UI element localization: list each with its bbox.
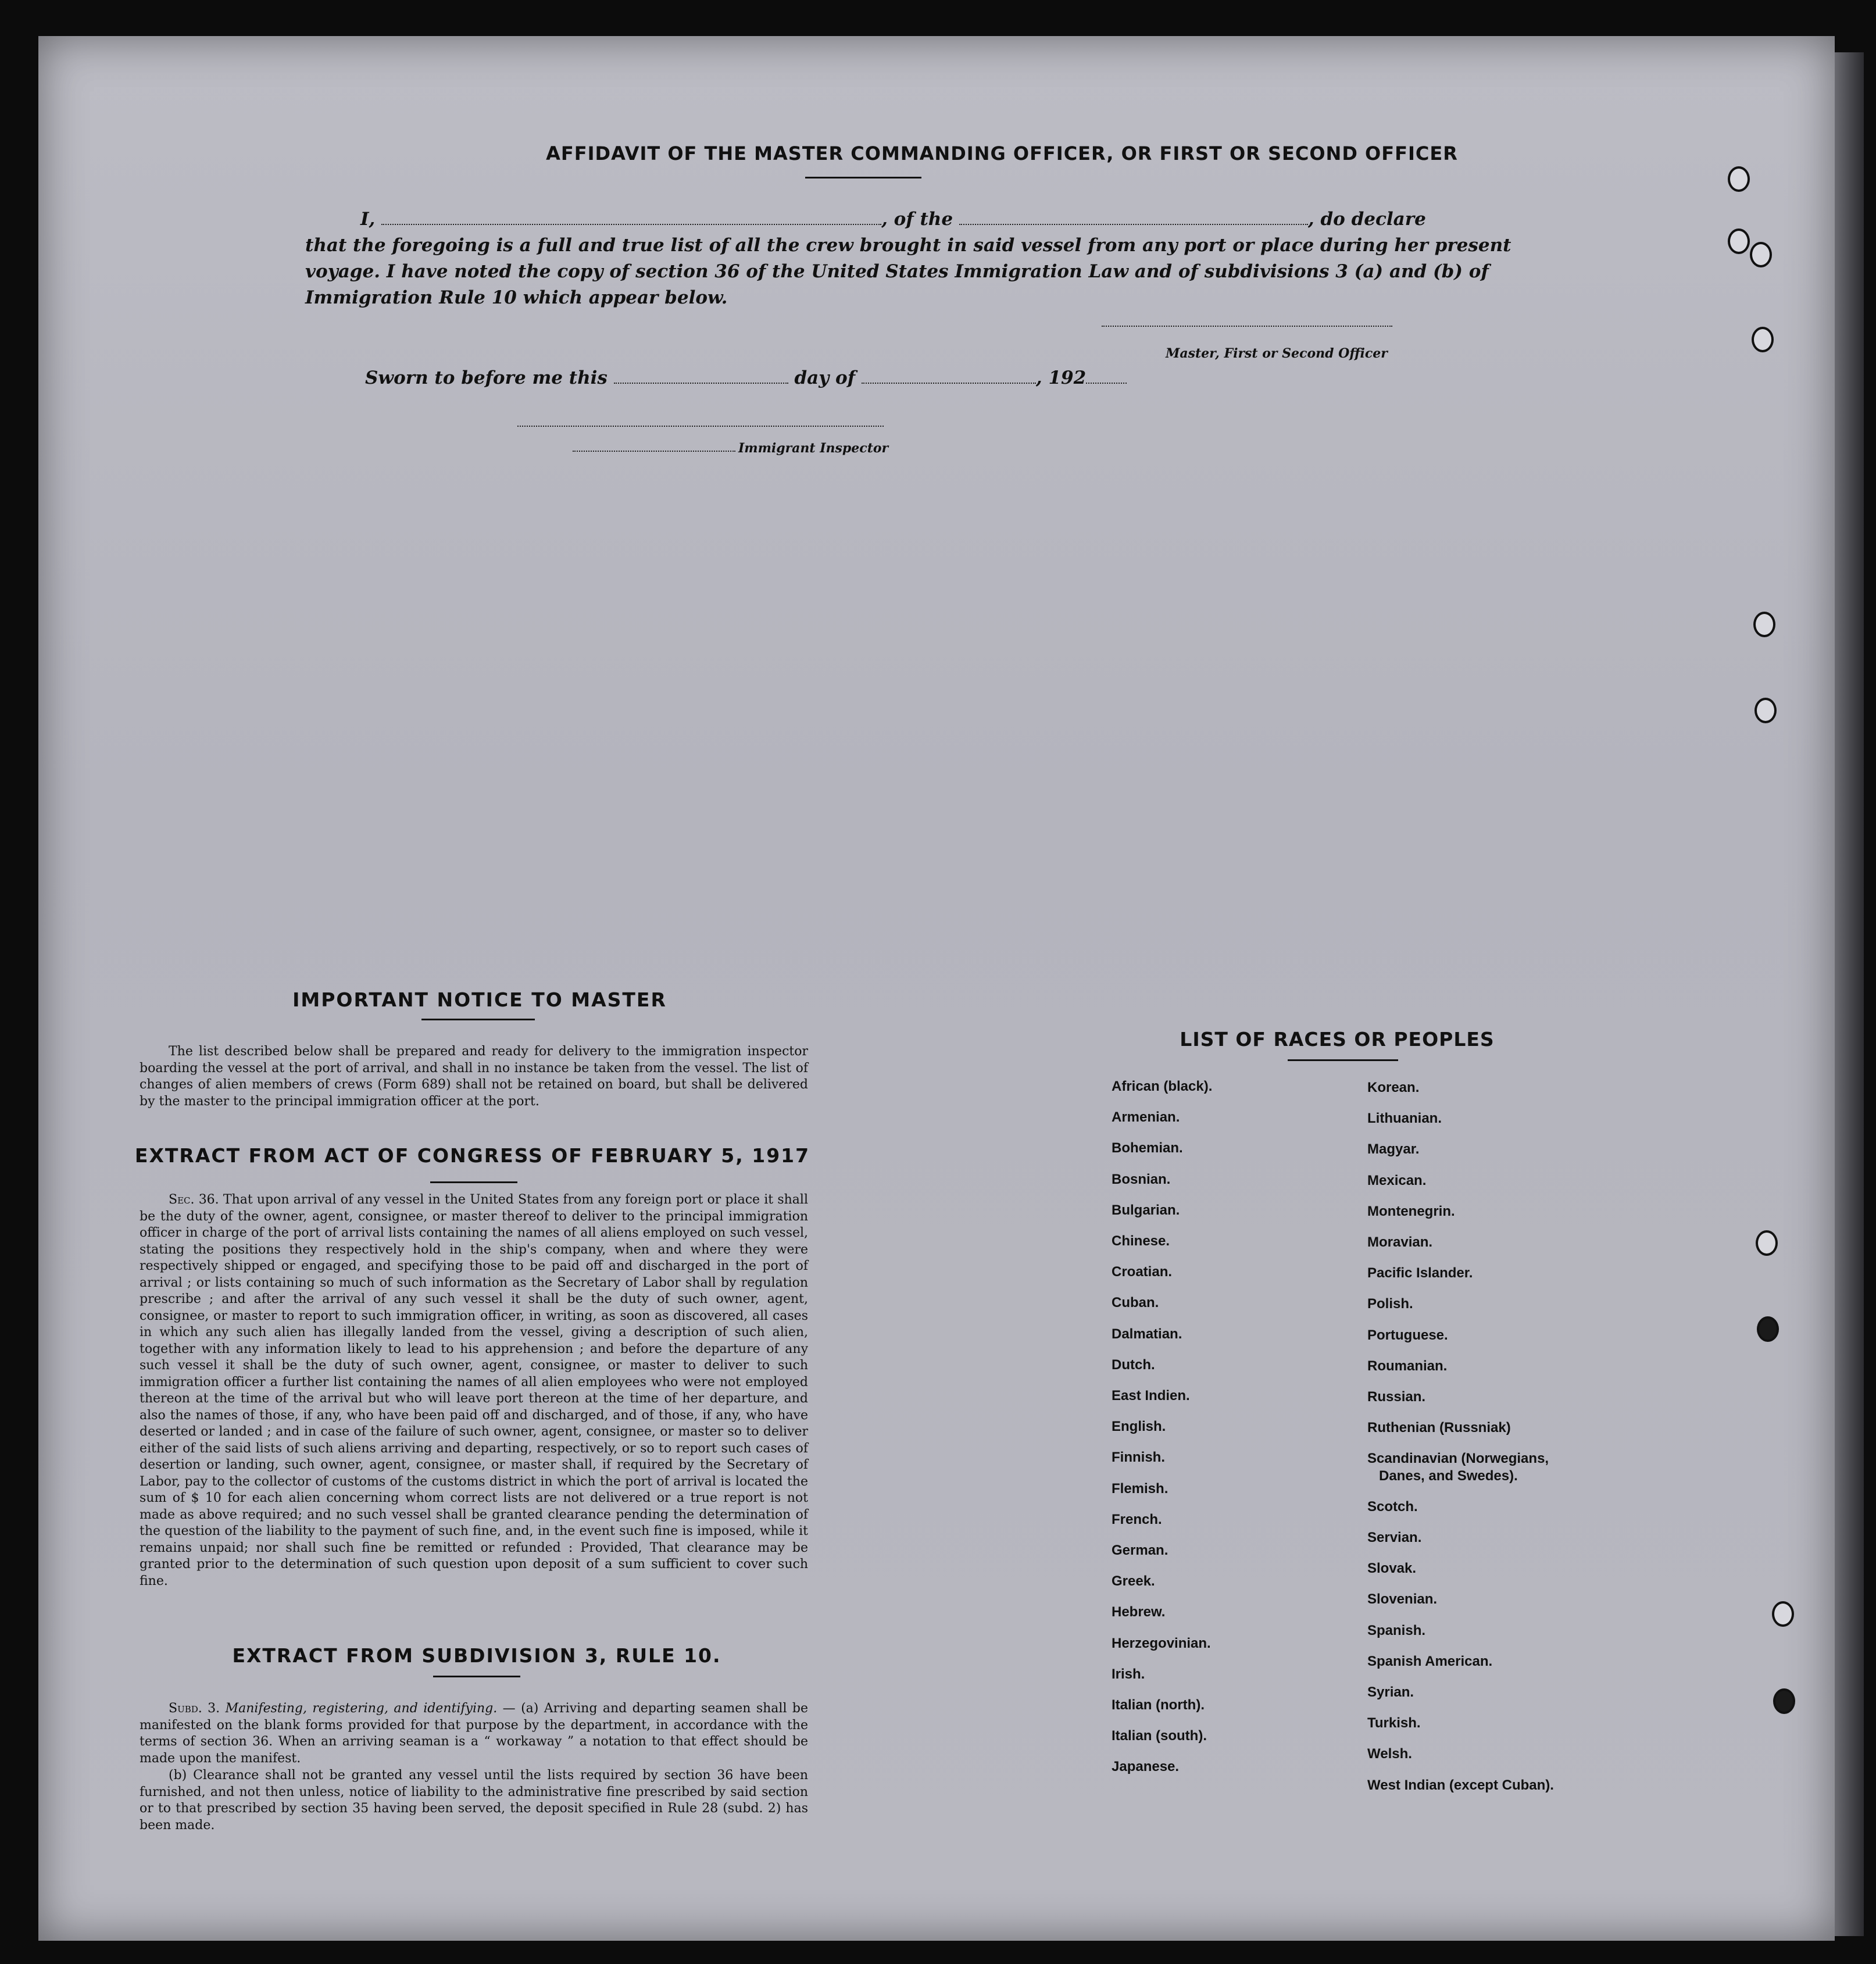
day-of-label: day of — [794, 367, 856, 388]
notice-title: IMPORTANT NOTICE TO MASTER — [292, 988, 667, 1011]
race-item: French. — [1112, 1511, 1162, 1527]
race-item: Mexican. — [1367, 1172, 1427, 1188]
race-item: Flemish. — [1112, 1480, 1169, 1497]
inspector-name-line[interactable] — [573, 451, 735, 452]
race-item: Bulgarian. — [1112, 1202, 1180, 1218]
subd-heading: Manifesting, registering, and identifying. — [225, 1701, 498, 1716]
race-item: Irish. — [1112, 1666, 1145, 1682]
affidavit-title-wrap — [0, 142, 1876, 165]
race-item: Finnish. — [1112, 1449, 1165, 1466]
master-signature-line[interactable] — [1102, 326, 1392, 327]
notice-rule — [421, 1019, 535, 1020]
race-item: Greek. — [1112, 1573, 1155, 1590]
race-item: Italian (north). — [1112, 1697, 1205, 1713]
race-item: Moravian. — [1367, 1234, 1433, 1250]
race-item: Italian (south). — [1112, 1728, 1207, 1744]
race-item: Cuban. — [1112, 1295, 1159, 1311]
race-item: Roumanian. — [1367, 1358, 1448, 1374]
decl-do-declare: , do declare — [1307, 209, 1426, 230]
rule-text-a: — (a) Arriving and departing seamen shall be manifested on the blank forms provided for that purpose by the department, in accordance with the terms of section 36. When an arriving seaman is a “ workaway ” a notation to that effect should be made upon the manifest. — [140, 1701, 808, 1766]
race-item: English. — [1112, 1419, 1166, 1435]
race-item: Bohemian. — [1112, 1140, 1183, 1156]
punch-hole — [1752, 327, 1774, 352]
decl-i: I, — [360, 209, 376, 230]
race-item: Pacific Islander. — [1367, 1265, 1473, 1281]
decl-line2: that the foregoing is a full and true list of all the crew brought in said vessel from any port or place during her present — [305, 235, 1511, 256]
punch-hole — [1753, 612, 1775, 637]
races-title: LIST OF RACES OR PEOPLES — [1180, 1028, 1495, 1051]
decl-line1 — [360, 206, 1426, 233]
race-item: West Indian (except Cuban). — [1367, 1777, 1554, 1793]
act-extract-title: EXTRACT FROM ACT OF CONGRESS OF FEBRUARY 5, 1917 — [134, 1144, 810, 1167]
race-item: Danes, and Swedes). — [1379, 1467, 1518, 1484]
race-item: Scandinavian (Norwegians, — [1367, 1451, 1549, 1467]
vessel-blank[interactable] — [959, 224, 1308, 225]
year-prefix: , 192 — [1035, 367, 1087, 388]
race-item: Herzegovinian. — [1112, 1635, 1211, 1651]
race-item: Dalmatian. — [1112, 1326, 1182, 1342]
race-item: Armenian. — [1112, 1109, 1180, 1126]
inspector-label: Immigrant Inspector — [738, 441, 889, 456]
race-item: Japanese. — [1112, 1759, 1180, 1775]
page-edge — [1835, 52, 1864, 1936]
race-item: Dutch. — [1112, 1356, 1155, 1373]
punch-hole — [1756, 1230, 1778, 1256]
title-rule — [805, 177, 921, 178]
act-extract-rule — [430, 1181, 517, 1183]
punch-hole — [1757, 1316, 1779, 1342]
race-item: East Indien. — [1112, 1388, 1190, 1404]
day-blank[interactable] — [614, 383, 788, 384]
month-blank[interactable] — [862, 383, 1036, 384]
decl-of-the: , of the — [881, 209, 953, 230]
race-item: Russian. — [1367, 1389, 1426, 1405]
punch-hole — [1772, 1601, 1794, 1627]
race-item: Korean. — [1367, 1080, 1420, 1095]
race-item: Welsh. — [1367, 1746, 1412, 1762]
race-item: Bosnian. — [1112, 1171, 1171, 1187]
race-item: Slovak. — [1367, 1561, 1417, 1577]
race-item: Turkish. — [1367, 1715, 1421, 1731]
rule-extract-a — [140, 1701, 808, 1767]
race-item: Montenegrin. — [1367, 1203, 1455, 1219]
punch-hole — [1728, 166, 1750, 192]
race-item: Chinese. — [1112, 1233, 1170, 1249]
rule-extract-title: EXTRACT FROM SUBDIVISION 3, RULE 10. — [232, 1644, 721, 1667]
race-item: Portuguese. — [1367, 1327, 1448, 1343]
decl-line3: voyage. I have noted the copy of section 36 of the United States Immigration Law and of subdivisions 3 (a) and (b) of — [305, 261, 1489, 282]
race-item: German. — [1112, 1542, 1169, 1558]
race-item: Croatian. — [1112, 1264, 1173, 1280]
race-item: Polish. — [1367, 1296, 1413, 1312]
race-item: Hebrew. — [1112, 1604, 1166, 1620]
year-blank[interactable] — [1086, 383, 1127, 384]
inspector-signature-line[interactable] — [517, 426, 884, 427]
race-item: Slovenian. — [1367, 1591, 1438, 1608]
race-item: Syrian. — [1367, 1684, 1414, 1700]
decl-line4: Immigration Rule 10 which appear below. — [305, 287, 728, 308]
master-label: Master, First or Second Officer — [1166, 346, 1388, 361]
race-item: Servian. — [1367, 1530, 1422, 1545]
notice-text: The list described below shall be prepared and ready for delivery to the immigration inspector boarding the vessel at the port of arrival, and shall in no instance be taken from the vessel. The list of changes of alien members of crews (Form 689) shall not be retained on board, but shall be delivered by the master to the principal immigration officer at the port. — [140, 1044, 808, 1109]
affidavit-title: AFFIDAVIT OF THE MASTER COMMANDING OFFICER, OR FIRST OR SECOND OFFICER — [546, 142, 1458, 165]
subd-label: Subd. 3. — [169, 1701, 220, 1716]
race-item: Magyar. — [1367, 1141, 1420, 1158]
sworn-label: Sworn to before me this — [365, 367, 608, 388]
races-rule — [1288, 1059, 1398, 1061]
race-item: Ruthenian (Russniak) — [1367, 1420, 1511, 1436]
punch-hole — [1728, 228, 1750, 254]
sworn-line — [365, 365, 1127, 391]
rule-extract-rule — [433, 1676, 520, 1677]
act-sec-label: Sec. 36. — [169, 1192, 219, 1207]
act-extract-body — [140, 1192, 808, 1590]
punch-hole — [1754, 698, 1777, 723]
race-item: Spanish. — [1367, 1622, 1426, 1638]
race-item: African (black). — [1112, 1079, 1213, 1094]
name-blank[interactable] — [381, 224, 881, 225]
race-item: Scotch. — [1367, 1498, 1418, 1515]
punch-hole — [1750, 242, 1772, 267]
race-item: Lithuanian. — [1367, 1110, 1442, 1127]
race-item: Spanish American. — [1367, 1653, 1493, 1669]
act-extract-text: That upon arrival of any vessel in the United States from any foreign port or place it shall be the duty of the owner, agent, consignee, or master thereof to deliver to the principal immigration officer in charge of the port of arrival lists containing the names of all aliens employed on such vessel, stating the positions they respectively hold in the ship's company, when and where they were respectively shipped or engaged, and specifying those to be paid off and discharged in the port of arrival ; or lists containing so much of such information as the Secretary of Labor shall by regulation prescribe ; and after the arrival of any such vessel it shall be the duty of such owner, agent, consignee, or master to report to such immigration officer, in writing, as soon as discovered, all cases in which any such alien has illegally landed from the vessel, giving a description of such alien, together with any information likely to lead to his apprehension ; and before the departure of any such vessel it shall be the duty of such owner, agent, consignee, or master to deliver to such immigration officer a further list containing the names of all alien employees who were not employed thereon at the time of the arrival but who will leave port thereon at the time of her departure, and also the names of those, if any, who have been paid off and discharged, and of those, if any, who have deserted or landed ; and in case of the failure of such owner, agent, consignee, or master so to deliver either of the said lists of such aliens arriving and departing, respectively, or so to report such cases of desertion or landing, such owner, agent, consignee, or master shall, if required by the Secretary of Labor, pay to the collector of customs of the customs district in which the port of arrival is located the sum of $ 10 for each alien concerning whom correct lists are not delivered or a true report is not made as above required; and no such vessel shall be granted clearance pending the determination of the question of the liability to the payment of such fine, and, in the event such fine is imposed, while it remains unpaid; nor shall such fine be remitted or refunded : Provided, That clearance may be granted prior to the determination of such question upon deposit of a sum sufficient to cover such fine. — [140, 1192, 808, 1588]
rule-text-b: (b) Clearance shall not be granted any vessel until the lists required by section 36 have been furnished, and not then unless, notice of liability to the administrative fine prescribed by said section or to that prescribed by section 35 having been served, the deposit specified in Rule 28 (subd. 2) has been made. — [140, 1768, 808, 1833]
punch-hole — [1773, 1688, 1795, 1714]
